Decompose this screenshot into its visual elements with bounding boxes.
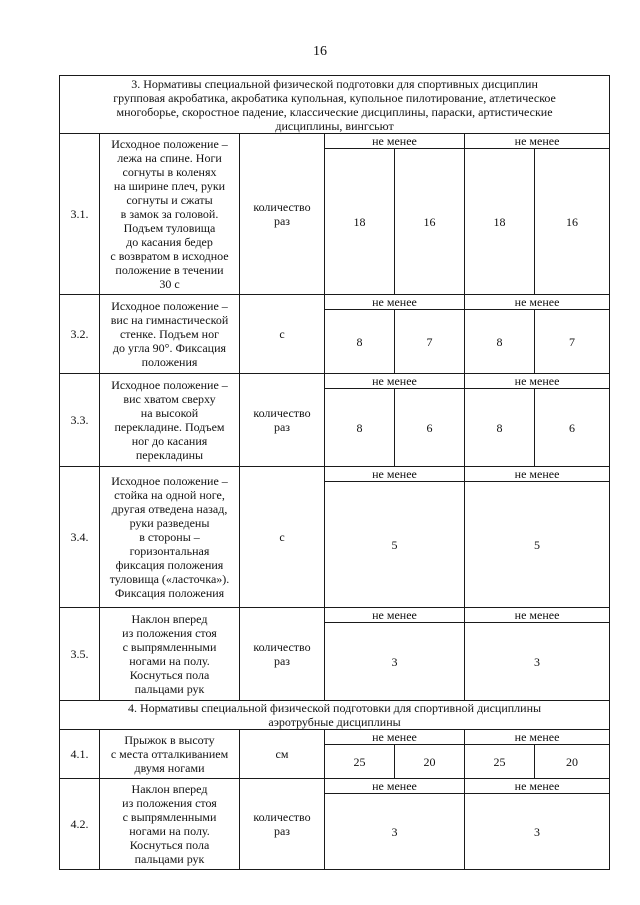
exercise-description: Наклон вперед из положения стоя с выпрямленными ногами на полу. Коснуться пола пальцами рук <box>100 608 240 701</box>
table-row <box>60 608 610 623</box>
label-not-less: не менее <box>465 608 610 623</box>
unit-of-measure: см <box>240 730 325 779</box>
row-number: 3.1. <box>60 134 100 295</box>
table-row <box>60 134 610 149</box>
exercise-description: Исходное положение – стойка на одной ноге, другая отведена назад, руки разведены в стороны – горизонтальная фиксация положения туловища («ласточка»). Фиксация положения <box>100 467 240 608</box>
norm-value: 16 <box>535 149 610 295</box>
row-number: 4.2. <box>60 779 100 870</box>
section-4-title-line: аэротрубные дисциплины <box>268 715 401 729</box>
label-not-less: не менее <box>325 730 465 745</box>
label-not-less: не менее <box>465 779 610 794</box>
table-row <box>60 779 610 794</box>
exercise-description: Наклон вперед из положения стоя с выпрямленными ногами на полу. Коснуться пола пальцами рук <box>100 779 240 870</box>
row-number: 3.4. <box>60 467 100 608</box>
section-4-title-line: 4. Нормативы специальной физической подготовки для спортивной дисциплины <box>127 701 542 715</box>
label-not-less: не менее <box>325 608 465 623</box>
norm-value: 3 <box>465 794 610 870</box>
unit-of-measure: количество раз <box>240 134 325 295</box>
label-not-less: не менее <box>465 730 610 745</box>
unit-of-measure: с <box>240 295 325 374</box>
norm-value: 8 <box>465 310 535 374</box>
norm-value: 25 <box>325 745 395 779</box>
label-not-less: не менее <box>325 295 465 310</box>
norm-value: 8 <box>325 389 395 467</box>
norm-value: 18 <box>465 149 535 295</box>
exercise-description: Прыжок в высоту с места отталкиванием двумя ногами <box>100 730 240 779</box>
norms-table <box>59 75 610 870</box>
label-not-less: не менее <box>325 779 465 794</box>
row-number: 3.5. <box>60 608 100 701</box>
norm-value: 20 <box>535 745 610 779</box>
norm-value: 3 <box>465 623 610 701</box>
row-number: 3.3. <box>60 374 100 467</box>
section-3-title-line: дисциплины, вингсьют <box>275 118 394 133</box>
table-row <box>60 467 610 482</box>
exercise-description: Исходное положение – лежа на спине. Ноги согнуты в коленях на ширине плеч, руки согнуты и сжаты в замок за головой. Подъем туловища до касания бедер с возвратом в исходное положение в течении 30 с <box>100 134 240 295</box>
label-not-less: не менее <box>465 374 610 389</box>
section-3-title <box>60 76 610 134</box>
row-number: 3.2. <box>60 295 100 374</box>
unit-of-measure: количество раз <box>240 374 325 467</box>
norm-value: 6 <box>535 389 610 467</box>
label-not-less: не менее <box>465 295 610 310</box>
norm-value: 8 <box>465 389 535 467</box>
table-row <box>60 730 610 745</box>
norm-value: 18 <box>325 149 395 295</box>
row-number: 4.1. <box>60 730 100 779</box>
norm-value: 7 <box>535 310 610 374</box>
label-not-less: не менее <box>325 374 465 389</box>
norm-value: 16 <box>395 149 465 295</box>
section-3-title-line: многоборье, скоростное падение, классические дисциплины, параски, артистические <box>116 104 553 119</box>
norm-value: 3 <box>325 794 465 870</box>
section-3-title-line: групповая акробатика, акробатика купольная, купольное пилотирование, атлетическое <box>113 90 556 105</box>
section-4-title <box>60 701 610 730</box>
exercise-description: Исходное положение – вис на гимнастической стенке. Подъем ног до угла 90°. Фиксация положения <box>100 295 240 374</box>
unit-of-measure: количество раз <box>240 608 325 701</box>
norm-value: 5 <box>465 482 610 608</box>
label-not-less: не менее <box>465 467 610 482</box>
label-not-less: не менее <box>325 134 465 149</box>
norm-value: 7 <box>395 310 465 374</box>
exercise-description: Исходное положение – вис хватом сверху на высокой перекладине. Подъем ног до касания перекладины <box>100 374 240 467</box>
label-not-less: не менее <box>325 467 465 482</box>
norm-value: 5 <box>325 482 465 608</box>
norm-value: 20 <box>395 745 465 779</box>
unit-of-measure: количество раз <box>240 779 325 870</box>
norm-value: 3 <box>325 623 465 701</box>
unit-of-measure: с <box>240 467 325 608</box>
table-row <box>60 295 610 310</box>
norm-value: 25 <box>465 745 535 779</box>
norm-value: 6 <box>395 389 465 467</box>
table-row <box>60 374 610 389</box>
label-not-less: не менее <box>465 134 610 149</box>
norm-value: 8 <box>325 310 395 374</box>
section-3-title-line: 3. Нормативы специальной физической подготовки для спортивных дисциплин <box>131 76 538 91</box>
page-number: 16 <box>313 44 327 59</box>
